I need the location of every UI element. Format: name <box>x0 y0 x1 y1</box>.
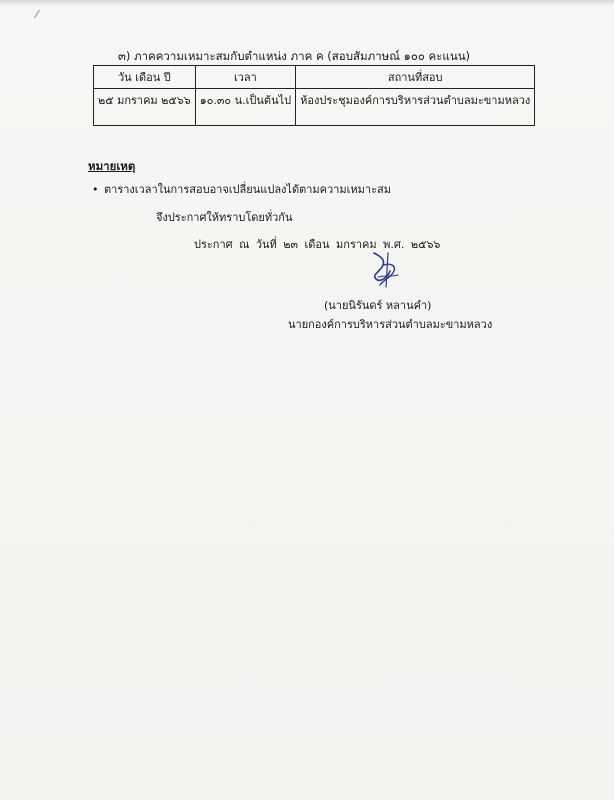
note-item-text: ตารางเวลาในการสอบอาจเปลี่ยนแปลงได้ตามความเหมาะสม <box>104 183 391 196</box>
announcement-text: จึงประกาศให้ทราบโดยทั่วกัน <box>156 211 293 224</box>
note-title: หมายเหตุ <box>88 159 136 173</box>
cell-time: ๑๐.๓๐ น.เป็นต้นไป <box>195 89 295 126</box>
handwritten-signature <box>362 247 406 291</box>
cell-date: ๒๕ มกราคม ๒๕๖๖ <box>94 89 196 126</box>
section-heading: ๓) ภาคความเหมาะสมกับตำแหน่ง ภาค ค (สอบสัมภาษณ์ ๑๐๐ คะแนน) <box>118 49 471 63</box>
note-item <box>92 180 391 198</box>
cell-venue: ห้องประชุมองค์การบริหารส่วนตำบลมะขามหลวง <box>296 89 535 126</box>
column-header-time: เวลา <box>195 66 295 89</box>
bullet-icon: • <box>92 183 99 196</box>
exam-schedule-table <box>93 65 535 126</box>
signer-title: นายกองค์การบริหารส่วนตำบลมะขามหลวง <box>288 318 493 331</box>
table-row <box>94 89 535 126</box>
scan-top-edge <box>0 0 614 6</box>
announcement-dateline: ประกาศ ณ วันที่ ๒๓ เดือน มกราคม พ.ศ. ๒๕๖๖ <box>194 238 441 251</box>
table-header-row <box>94 66 535 89</box>
column-header-date: วัน เดือน ปี <box>94 66 196 89</box>
column-header-venue: สถานที่สอบ <box>296 66 535 89</box>
signer-name: (นายนิรันดร์ หลานคำ) <box>324 299 432 312</box>
scan-artifact: ⁄ <box>36 8 38 21</box>
